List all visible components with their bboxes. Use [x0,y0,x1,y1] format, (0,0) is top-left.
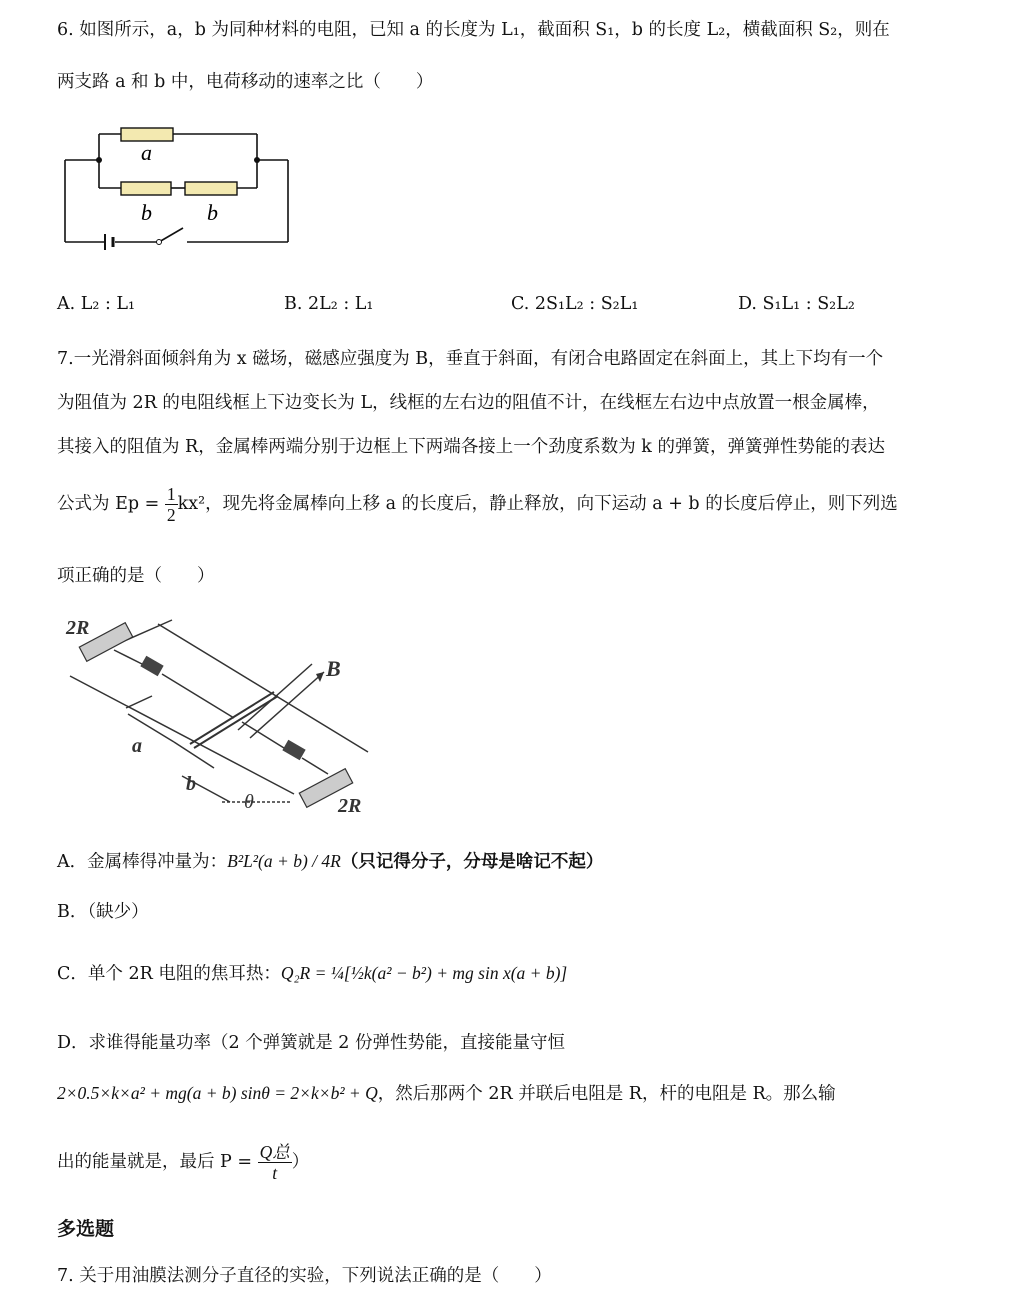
q7-option-c-pre: C．单个 2R 电阻的焦耳热： [57,964,281,984]
label-theta: θ [244,791,254,813]
section-heading: 多选题 [57,1218,115,1240]
q7-line-4 [57,484,898,525]
q7-option-b: B．（缺少） [57,902,149,922]
q7b-line-1: 7. 关于用油膜法测分子直径的实验，下列说法正确的是（ ） [57,1266,552,1286]
label-2r-top: 2R [66,617,90,639]
half-numerator: 1 [166,484,176,504]
q6-circuit-diagram [55,118,300,253]
label-b2: b [207,200,218,225]
q7-incline-diagram [62,612,382,817]
q7-option-d-line-2-text: ，然后那两个 2R 并联后电阻是 R，杆的电阻是 R。那么输 [377,1084,836,1104]
q7-option-d-formula: 2×0.5×k×a² + mg(a + b) sinθ = 2×k×b² + Q [57,1083,378,1103]
q7-line-5: 项正确的是（ ） [57,566,215,586]
q6-line-1: 6. 如图所示，a，b 为同种材料的电阻，已知 a 的长度为 L₁，截面积 S₁，b 的长度 L₂，横截面积 S₂，则在 [57,20,890,40]
q7-line-4-pre: 公式为 Ep = [57,494,165,515]
q7-line-3: 其接入的阻值为 R，金属棒两端分别于边框上下两端各接上一个劲度系数为 k 的弹簧，弹簧弹性势能的表达 [57,437,885,457]
q7-option-a-pre: A．金属棒得冲量为： [57,852,228,872]
half-denominator: 2 [166,505,176,526]
q7-option-d-line-3 [57,1142,309,1183]
q7-option-d-line-3-pre: 出的能量就是，最后 P = [57,1152,258,1173]
q7-option-c-formula: Q₂R = ¼[½k(a² − b²) + mg sin x(a + b)] [280,963,568,983]
label-b-dim: b [186,773,196,795]
q7-option-d-line-2 [57,1080,836,1105]
q7-option-a-formula: B²L²(a + b) / 4R [227,851,341,871]
q7-line-2: 为阻值为 2R 的电阻线框上下边变长为 L，线框的左右边的阻值不计，在线框左右边中点放置一根金属棒， [57,393,880,413]
label-b1: b [141,200,152,225]
label-2r-bottom: 2R [338,795,362,817]
resistor-b2 [185,182,237,195]
q7-option-a-note: （只记得分子，分母是啥记不起） [340,852,604,872]
q7-option-d-line-3-post: ） [291,1152,310,1173]
q7-option-a [57,848,603,873]
q6-line-2: 两支路 a 和 b 中，电荷移动的速率之比（ ） [57,72,434,92]
q6-option-d: D. S₁L₁ : S₂L₂ [738,294,855,314]
q6-option-b: B. 2L₂ : L₁ [284,294,374,314]
power-denominator: t [272,1163,278,1184]
label-a-dim: a [132,735,142,757]
q7-line-1: 7.一光滑斜面倾斜角为 x 磁场，磁感应强度为 B，垂直于斜面，有闭合电路固定在斜面上，其上下均有一个 [57,349,884,369]
power-fraction [258,1142,292,1183]
power-numerator: Q总 [259,1142,290,1162]
q7-option-c [57,960,567,985]
q6-option-c: C. 2S₁L₂ : S₂L₁ [511,294,639,314]
q6-option-a: A. L₂ : L₁ [57,294,136,314]
resistor-b1 [121,182,171,195]
label-b-field: B [326,656,341,681]
q7-line-4-post: kx²，现先将金属棒向上移 a 的长度后，静止释放，向下运动 a + b 的长度后停止，则下列选 [177,494,898,515]
half-fraction [165,484,178,525]
label-a: a [141,140,152,165]
q7-option-d-line-1: D．求谁得能量功率（2 个弹簧就是 2 份弹性势能，直接能量守恒 [57,1033,565,1053]
